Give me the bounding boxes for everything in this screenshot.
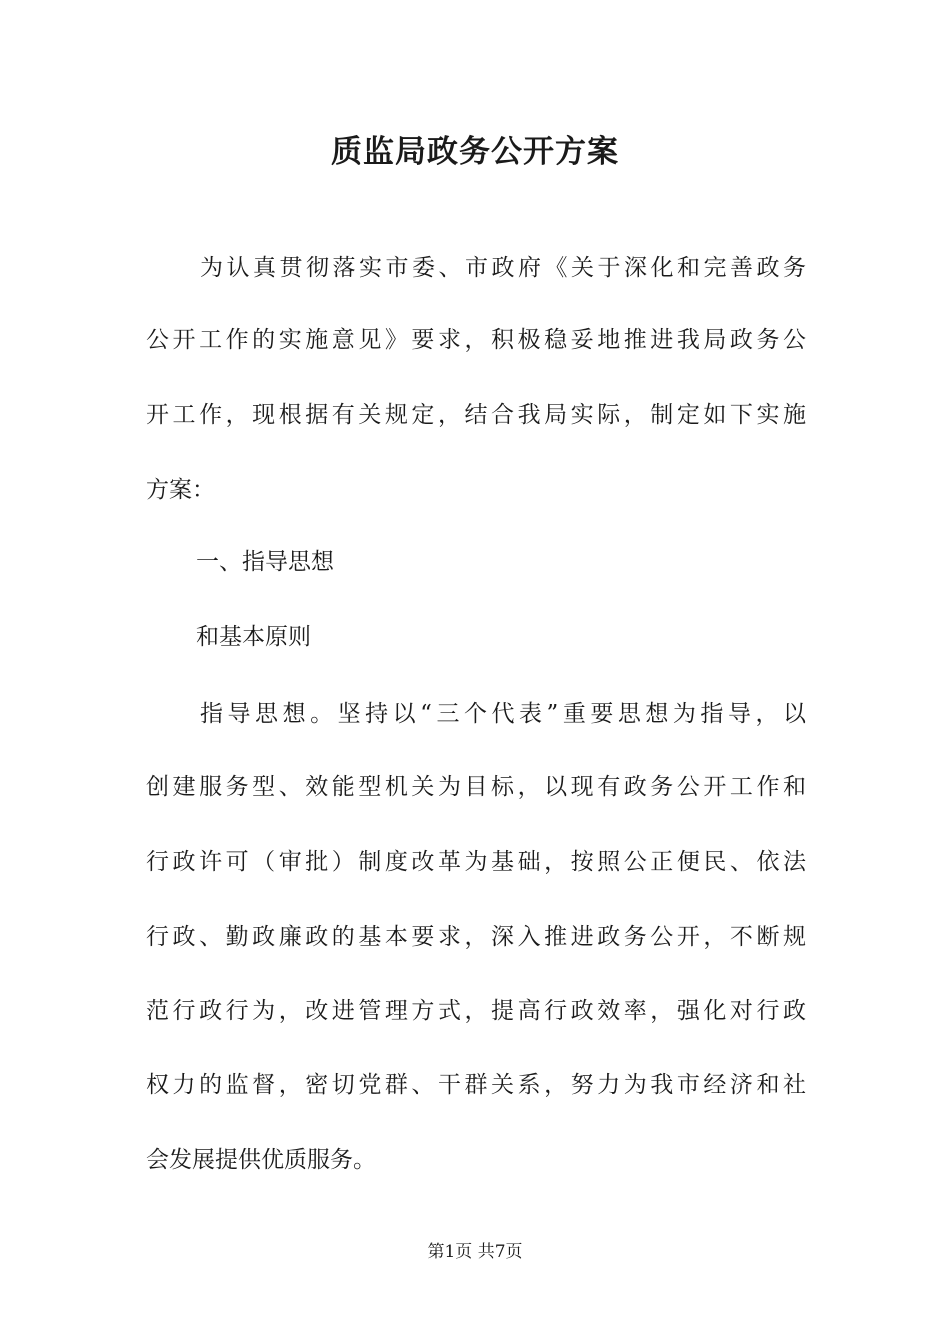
- paragraph-2-line-3: 行政许可（审批）制度改革为基础，按照公正便民、依法: [146, 849, 806, 875]
- paragraph-1-line-3: 开工作，现根据有关规定，结合我局实际，制定如下实施: [146, 402, 806, 428]
- paragraph-1-line-1: 为认真贯彻落实市委、市政府《关于深化和完善政务: [200, 255, 806, 281]
- paragraph-2-line-1: 指导思想。坚持以“三个代表”重要思想为指导，以: [200, 701, 806, 727]
- document-title: 质监局政务公开方案: [331, 134, 619, 170]
- paragraph-2-line-7: 会发展提供优质服务。: [146, 1147, 376, 1173]
- paragraph-1-line-2: 公开工作的实施意见》要求，积极稳妥地推进我局政务公: [146, 327, 806, 353]
- paragraph-2-line-5: 范行政行为，改进管理方式，提高行政效率，强化对行政: [146, 998, 806, 1024]
- section-heading-1: 一、指导思想: [196, 549, 334, 575]
- paragraph-1-line-4: 方案：: [146, 477, 215, 503]
- paragraph-2-line-4: 行政、勤政廉政的基本要求，深入推进政务公开，不断规: [146, 924, 806, 950]
- section-heading-1-continued: 和基本原则: [196, 624, 311, 650]
- paragraph-2-line-6: 权力的监督，密切党群、干群关系，努力为我市经济和社: [146, 1072, 806, 1098]
- page-number-footer: 第1页 共7页: [427, 1242, 523, 1262]
- paragraph-2-line-2: 创建服务型、效能型机关为目标，以现有政务公开工作和: [146, 774, 806, 800]
